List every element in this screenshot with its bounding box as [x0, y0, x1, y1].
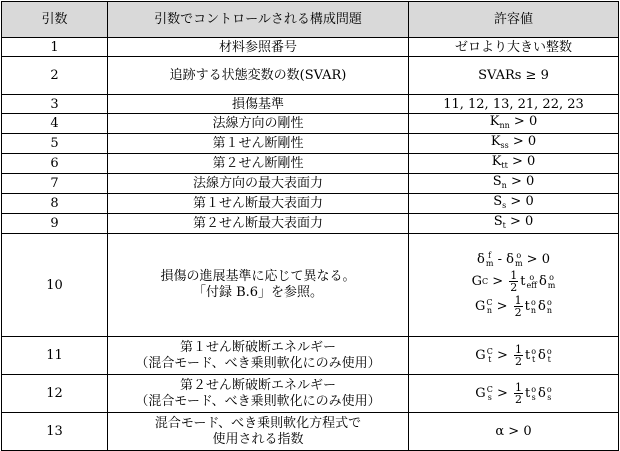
fraction-denominator: 2: [510, 281, 518, 294]
row-number: 5: [2, 134, 108, 154]
symbol-subscript: nn: [499, 121, 510, 130]
fraction-numerator: 1: [514, 381, 522, 394]
row-description: 第２せん断最大表面力: [108, 214, 409, 234]
row-number: 4: [2, 114, 108, 134]
table-row: [2, 214, 619, 234]
description-line: 混合モード、べき乗則軟化方程式で: [154, 415, 362, 431]
formula-symbol: t: [524, 385, 531, 401]
row-allowed-value: [409, 337, 619, 375]
table-row: [2, 134, 619, 154]
table-row: [2, 114, 619, 134]
row-number: 11: [2, 337, 108, 375]
formula-sup: f: [488, 251, 492, 260]
formula-sub: s: [487, 392, 492, 402]
row-number: 9: [2, 214, 108, 234]
fraction-numerator: 1: [510, 269, 518, 282]
formula-sub: t: [488, 354, 492, 364]
table-row: [2, 95, 619, 114]
row-description: 第２せん断剛性: [108, 154, 409, 174]
row-allowed-value: [409, 234, 619, 337]
row-number: 10: [2, 234, 108, 337]
row-description: 追跡する状態変数の数(SVAR): [108, 57, 409, 95]
table-row: [2, 57, 619, 95]
formula-sup: C: [486, 297, 493, 307]
formula-sup: o: [546, 346, 552, 356]
row-description: 法線方向の最大表面力: [108, 174, 409, 194]
formula-fraction: [514, 295, 523, 318]
symbol: S: [493, 194, 503, 209]
relation: > 0: [509, 114, 538, 129]
formula-symbol: t: [524, 298, 530, 314]
table-row: [2, 38, 619, 57]
description-line: 損傷の進展基準に応じて異なる。: [160, 269, 356, 284]
row-allowed-value: [409, 375, 619, 413]
formula-sub: s: [547, 392, 552, 402]
formula-sub: n: [546, 305, 553, 315]
formula-symbol: G: [475, 347, 486, 363]
header-allowed: 許容値: [409, 2, 619, 38]
formula-gc-shear1: [475, 344, 551, 367]
row-allowed-value: [409, 174, 619, 194]
formula-relation: >: [492, 385, 512, 401]
table-row: [2, 174, 619, 194]
header-arg: 引数: [2, 2, 108, 38]
formula-gc-shear2: [475, 382, 551, 405]
formula-sup: C: [482, 276, 489, 286]
formula-fraction: [509, 270, 518, 293]
formula-symbol: G: [475, 385, 486, 401]
symbol-subscript: s: [502, 201, 507, 210]
symbol: K: [490, 134, 501, 149]
row-allowed-value: [409, 154, 619, 174]
row-number: 7: [2, 174, 108, 194]
row-number: 12: [2, 375, 108, 413]
table-row: [2, 234, 619, 337]
formula-sup: o: [547, 297, 552, 307]
table-header-row: [2, 2, 619, 38]
symbol: S: [492, 174, 502, 189]
formula-relation: >: [492, 298, 512, 314]
row-number: 13: [2, 413, 108, 451]
row-allowed-value: [409, 114, 619, 134]
table-row: [2, 413, 619, 451]
row-allowed-value: [409, 134, 619, 154]
formula-sup: o: [531, 346, 537, 356]
row-allowed-value: [409, 214, 619, 234]
symbol-subscript: n: [501, 181, 507, 190]
row-number: 3: [2, 95, 108, 114]
formula-relation: >: [488, 273, 508, 289]
row-number: 6: [2, 154, 108, 174]
formula-symbol: t: [524, 347, 531, 363]
formula-sub: m: [485, 259, 494, 268]
symbol: K: [491, 154, 502, 169]
table-row: [2, 375, 619, 413]
fraction-denominator: 2: [514, 393, 522, 406]
symbol-subscript: ss: [500, 141, 509, 150]
symbol-subscript: t: [502, 221, 506, 230]
formula-sup: C: [486, 346, 493, 356]
relation: > 0: [507, 154, 536, 169]
formula-fraction: [514, 344, 523, 367]
formula-sub: m: [547, 280, 556, 290]
formula-sup: o: [531, 297, 536, 307]
table-row: [2, 337, 619, 375]
formula-symbol: δ: [538, 385, 546, 401]
row-number: 8: [2, 194, 108, 214]
symbol-subscript: tt: [501, 161, 508, 170]
row-description: [108, 375, 409, 413]
row-description: 法線方向の剛性: [108, 114, 409, 134]
formula-sup: o: [531, 384, 537, 394]
formula-symbol: t: [520, 273, 526, 289]
formula-sub: t: [532, 354, 536, 364]
description-line: 使用される指数: [212, 431, 304, 447]
formula-sup: o: [529, 272, 535, 282]
relation: > 0: [505, 214, 534, 229]
row-description: 第１せん断剛性: [108, 134, 409, 154]
fraction-numerator: 1: [514, 343, 522, 356]
description-line: （混合モード、べき乗則軟化にのみ使用）: [135, 393, 381, 409]
formula-sup: o: [546, 384, 552, 394]
formula-symbol: δ: [477, 252, 485, 267]
formula-symbol: G: [474, 298, 486, 314]
formula-sup: o: [516, 251, 522, 260]
table-row: [2, 154, 619, 174]
fraction-numerator: 1: [514, 294, 522, 307]
row-description: 第１せん断最大表面力: [108, 194, 409, 214]
formula-sub: m: [514, 259, 523, 268]
row-number: 1: [2, 38, 108, 57]
formula-sub: n: [486, 305, 492, 315]
row-allowed-value: [409, 194, 619, 214]
formula-gc-normal: [475, 295, 552, 318]
formula-operator: -: [493, 252, 507, 267]
table-row: [2, 194, 619, 214]
formula-symbol: δ: [538, 298, 546, 314]
formula-symbol: δ: [538, 273, 547, 289]
formula-sub: n: [530, 305, 537, 315]
formula-gc-mixed: [472, 270, 556, 293]
description-line: （混合モード、べき乗則軟化にのみ使用）: [135, 355, 381, 371]
row-description: 材料参照番号: [108, 38, 409, 57]
row-description: [108, 234, 409, 337]
parameters-table: [1, 1, 619, 451]
formula-sub: eff: [526, 280, 537, 290]
relation: > 0: [506, 194, 534, 209]
row-allowed-value: α > 0: [409, 413, 619, 451]
relation: > 0: [508, 134, 537, 149]
formula-relation: > 0: [522, 252, 550, 267]
row-allowed-value: 11, 12, 13, 21, 22, 23: [409, 95, 619, 114]
row-description: [108, 337, 409, 375]
fraction-denominator: 2: [514, 355, 522, 368]
formula-sup: C: [486, 384, 493, 394]
row-description: [108, 413, 409, 451]
row-allowed-value: SVARs ≥ 9: [409, 57, 619, 95]
row-description: 損傷基準: [108, 95, 409, 114]
formula-relation: >: [492, 347, 512, 363]
formula-sub: s: [531, 392, 536, 402]
formula-fraction: [514, 382, 523, 405]
formula-symbol: δ: [506, 252, 514, 267]
formula-sup: o: [549, 272, 554, 282]
formula-delta-difference: [477, 252, 550, 268]
relation: > 0: [506, 174, 535, 189]
header-controlled: 引数でコントロールされる構成問題: [108, 2, 409, 38]
description-line: 第２せん断破断エネルギー: [179, 377, 336, 393]
formula-sub: t: [547, 354, 551, 364]
formula-symbol: δ: [538, 347, 546, 363]
symbol: K: [489, 114, 500, 129]
row-allowed-value: ゼロより大きい整数: [409, 38, 619, 57]
formula-symbol: G: [471, 273, 482, 289]
row-number: 2: [2, 57, 108, 95]
description-line: 第１せん断破断エネルギー: [179, 339, 336, 355]
symbol: S: [493, 214, 503, 229]
fraction-denominator: 2: [514, 306, 522, 319]
description-line: 「付録 B.6」を参照。: [192, 285, 324, 300]
